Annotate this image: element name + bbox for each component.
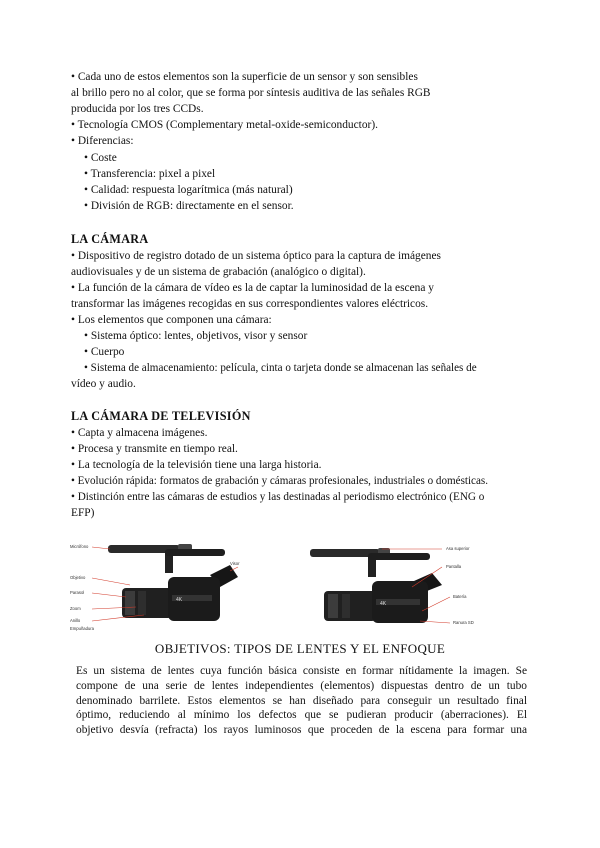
tv-line-6: EFP)	[71, 507, 95, 519]
camara-line-2: audiovisuales y de un sistema de grabación (analógico o digital).	[71, 266, 366, 278]
intro-line-3: producida por los tres CCDs.	[71, 103, 204, 115]
intro-line-4: • Tecnología CMOS (Complementary metal-oxide-semiconductor).	[71, 119, 378, 131]
camara-sub-1: • Sistema óptico: lentes, objetivos, visor y sensor	[84, 330, 308, 342]
objetivos-line-3: denominado barrilete. Estos elementos se han diseñado para conseguir un resultado final	[76, 694, 527, 707]
camera-figure-left	[70, 535, 245, 632]
objetivos-line-2: compone de una serie de lentes independientes (elementos) dispuestas dentro de un tubo	[76, 679, 527, 692]
camara-sub-3: • Sistema de almacenamiento: película, cinta o tarjeta donde se almacenan las señales de	[84, 362, 477, 374]
left-label-1: Micrófono	[70, 544, 89, 549]
right-label-2: Pantalla	[446, 564, 462, 569]
camcorder-left-image	[70, 535, 245, 632]
right-label-4: Ranura SD	[453, 620, 474, 625]
left-label-3: Parasol	[70, 590, 85, 595]
right-label-3: Batería	[453, 594, 467, 599]
tv-line-1: • Capta y almacena imágenes.	[71, 427, 208, 439]
left-label-2: Objetivo	[70, 575, 86, 580]
camara-line-1: • Dispositivo de registro dotado de un sistema óptico para la captura de imágenes	[71, 250, 441, 262]
left-label-6: Empuñadura	[70, 626, 94, 631]
section-heading-camara: LA CÁMARA	[71, 232, 149, 246]
camara-sub-2: • Cuerpo	[84, 346, 125, 358]
objetivos-paragraph	[76, 664, 527, 738]
intro-sub-3: • Calidad: respuesta logarítmica (más natural)	[84, 184, 293, 196]
camera-figure-right	[302, 537, 482, 632]
camara-tail: vídeo y audio.	[71, 378, 136, 390]
objetivos-line-1: Es un sistema de lentes cuya función básica consiste en formar nítidamente la imagen. Se	[76, 665, 527, 677]
left-label-5: Anillo	[70, 618, 81, 623]
intro-sub-2: • Transferencia: pixel a pixel	[84, 168, 216, 180]
camara-line-4: transformar las imágenes recogidas en sus correspondientes valores eléctricos.	[71, 298, 429, 310]
intro-sub-1: • Coste	[84, 152, 117, 164]
tv-line-3: • La tecnología de la televisión tiene una larga historia.	[71, 459, 322, 471]
left-label-4: Zoom	[70, 606, 81, 611]
left-label-7: Visor	[230, 561, 240, 566]
intro-sub-4: • División de RGB: directamente en el sensor.	[84, 200, 294, 212]
objetivos-title: OBJETIVOS: TIPOS DE LENTES Y EL ENFOQUE	[154, 641, 446, 656]
svg-text:4K: 4K	[380, 601, 387, 607]
intro-line-2: al brillo pero no al color, que se forma por síntesis auditiva de las señales RGB	[71, 87, 431, 99]
tv-line-2: • Procesa y transmite en tiempo real.	[71, 443, 238, 455]
intro-line-5: • Diferencias:	[71, 135, 134, 147]
camara-line-5: • Los elementos que componen una cámara:	[71, 314, 272, 326]
tv-line-5: • Distinción entre las cámaras de estudios y las destinadas al periodismo electrónico (ENG o	[71, 491, 485, 503]
intro-line-1: • Cada uno de estos elementos son la superficie de un sensor y son sensibles	[71, 71, 418, 83]
objetivos-line-5: objetivo desvía (refracta) los rayos luminosos que proceden de la escena para formar una	[76, 724, 527, 737]
camcorder-right-image	[302, 537, 482, 632]
objetivos-line-4: óptimo, reduciendo al mínimo los defectos que se pudieran producir (aberraciones). El	[76, 709, 527, 722]
svg-text:4K: 4K	[176, 597, 183, 603]
section-heading-tv: LA CÁMARA DE TELEVISIÓN	[71, 409, 251, 423]
right-label-1: Asa superior	[446, 546, 470, 551]
camara-line-3: • La función de la cámara de vídeo es la de captar la luminosidad de la escena y	[71, 282, 434, 294]
tv-line-4: • Evolución rápida: formatos de grabación y cámaras profesionales, industriales o domésticas.	[71, 475, 488, 487]
